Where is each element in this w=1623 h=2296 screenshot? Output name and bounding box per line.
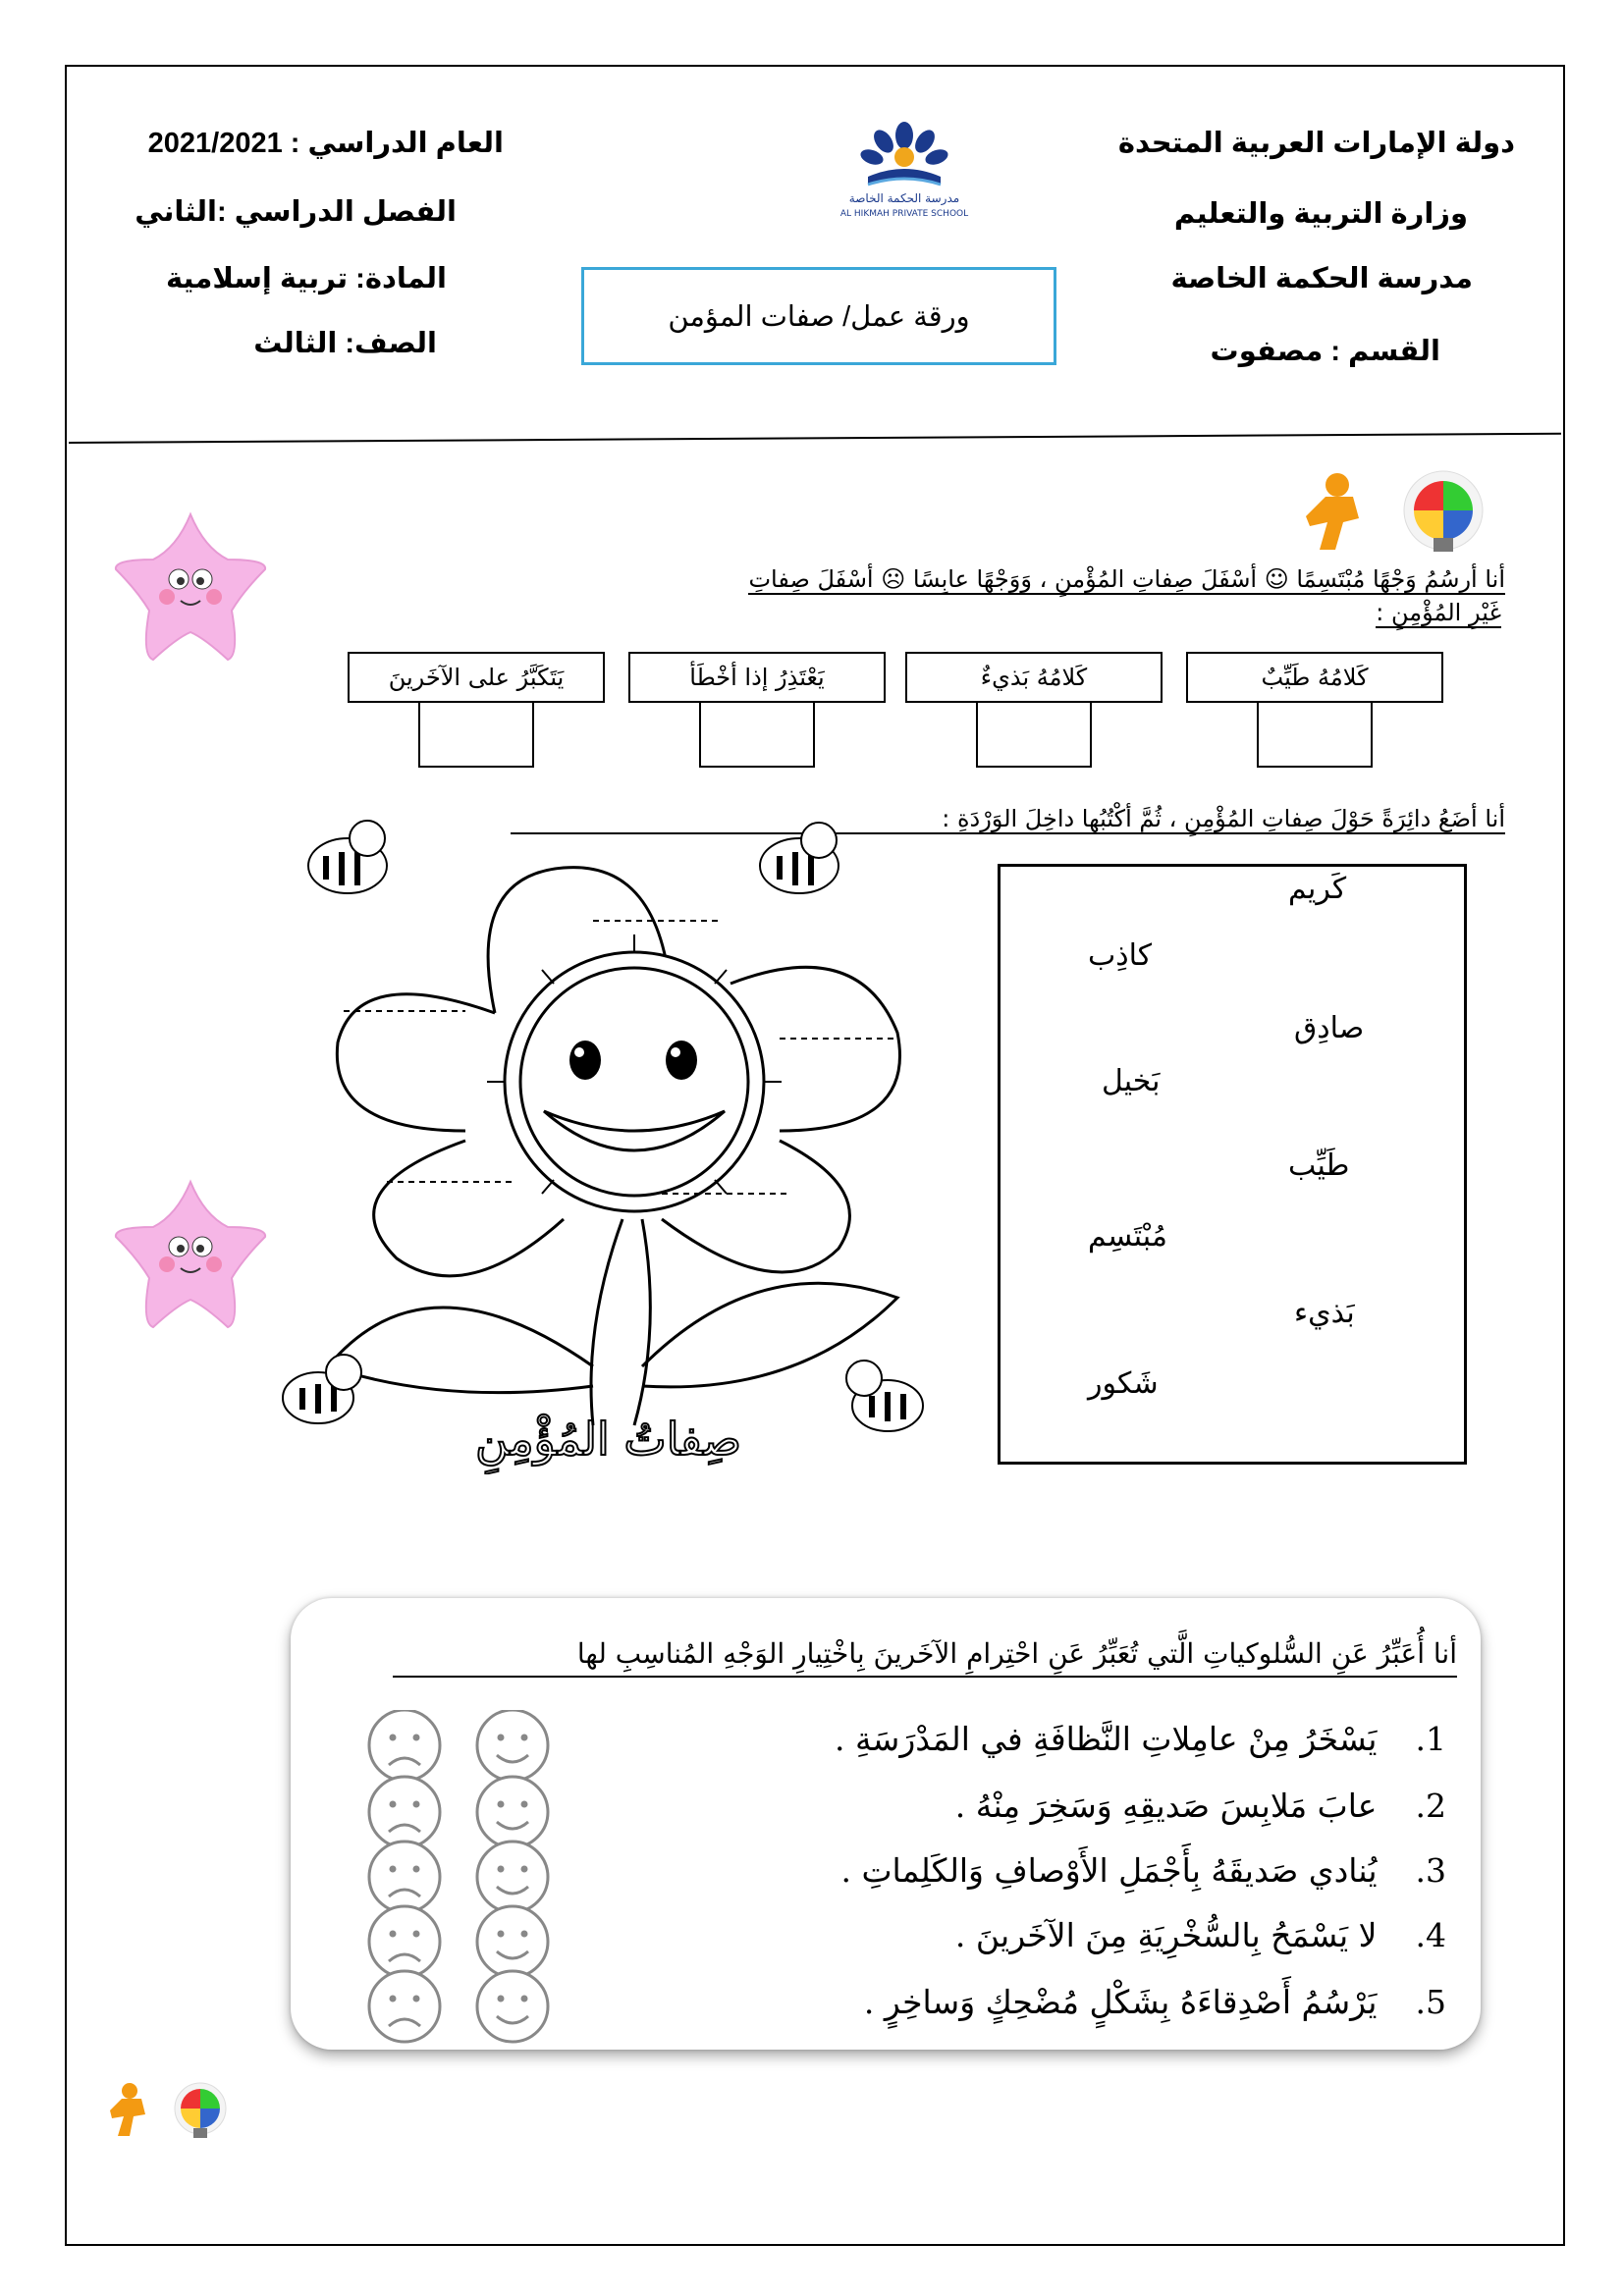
face-options bbox=[361, 1710, 558, 2044]
ministry-name: وزارة التربية والتعليم bbox=[1173, 198, 1468, 230]
item-number: 5. bbox=[1415, 1983, 1446, 2021]
item-number: 1. bbox=[1415, 1720, 1446, 1758]
word-1[interactable]: كَريم bbox=[1288, 872, 1347, 906]
school-name: مدرسة الحكمة الخاصة bbox=[1170, 263, 1473, 294]
word-6[interactable]: مُبْتَسِم bbox=[1088, 1219, 1167, 1254]
word-choice-box bbox=[998, 864, 1467, 1465]
item-number: 4. bbox=[1415, 1916, 1446, 1954]
section1-instruction: أنا أرسُمُ وَجْهًا مُبْتَسِمًا ☺ أسْفَلَ صِفاتِ المُؤْمنِ ، وَوَجْهًا عابِسًا ☹ أسْفَلَ صِفاتِ bbox=[748, 565, 1505, 593]
answer-box-1[interactable] bbox=[1257, 703, 1373, 768]
word-8[interactable]: شَكور bbox=[1088, 1366, 1159, 1401]
puzzle-figure-icon bbox=[1296, 467, 1504, 554]
school-logo bbox=[811, 114, 998, 222]
behaviour-item-5 bbox=[864, 1983, 1446, 2021]
item-text: لا يَسْمَحُ بِالسُّخْرِيَةِ مِنَ الآخَرينَ . bbox=[954, 1916, 1378, 1954]
sad-face-icon-2 bbox=[369, 1777, 440, 1847]
behaviour-item-3 bbox=[841, 1851, 1447, 1890]
sad-face-icon-4 bbox=[369, 1906, 440, 1977]
grade-label: الصف: الثالث bbox=[253, 328, 437, 359]
trait-box-3: يَعْتَذِرُ إذا أخْطَأ bbox=[628, 652, 886, 703]
section1-instruction-cont: غَيْرِ المُؤْمِنِ : bbox=[1376, 599, 1501, 626]
word-2[interactable]: كاذِب bbox=[1088, 938, 1153, 973]
item-number: 3. bbox=[1415, 1851, 1446, 1890]
happy-face-icon-1 bbox=[477, 1710, 548, 1781]
pink-star-middle bbox=[106, 1176, 275, 1335]
subject-label: المادة: تربية إسلامية bbox=[165, 263, 447, 294]
word-7[interactable]: بَذيء bbox=[1294, 1296, 1355, 1330]
term-label: الفصل الدراسي :الثاني bbox=[135, 196, 457, 228]
section3-instruction: أنا أُعَبِّرُ عَنِ السُّلوكياتِ الَّتي تُعَبِّرُ عَنِ احْتِرامِ الآخَرينَ بِاخْتِيارِ الوَجْهِ المُناسِبِ لها bbox=[393, 1637, 1457, 1678]
word-5[interactable]: طَيِّب bbox=[1288, 1148, 1350, 1183]
country-name: دولة الإمارات العربية المتحدة bbox=[1117, 128, 1515, 159]
sad-face-icon-1 bbox=[369, 1710, 440, 1781]
answer-box-4[interactable] bbox=[418, 703, 534, 768]
item-text: يَسْخَرُ مِنْ عامِلاتِ النَّظافَةِ في المَدْرَسَةِ . bbox=[835, 1720, 1378, 1758]
section-label: القسم : مصفوت bbox=[1210, 336, 1440, 367]
behaviour-item-2 bbox=[955, 1787, 1446, 1825]
happy-face-icon-4 bbox=[477, 1906, 548, 1977]
behaviour-item-1 bbox=[835, 1720, 1446, 1758]
answer-box-3[interactable] bbox=[699, 703, 815, 768]
trait-box-2: كَلامُهُ بَذيءٌ bbox=[905, 652, 1163, 703]
answer-box-2[interactable] bbox=[976, 703, 1092, 768]
happy-face-icon-5 bbox=[477, 1971, 548, 2042]
flower-illustration bbox=[269, 817, 966, 1474]
sad-face-icon-3 bbox=[369, 1842, 440, 1912]
trait-box-4: يَتَكَبَّرُ على الآخَرينَ bbox=[348, 652, 605, 703]
sad-face-icon-5 bbox=[369, 1971, 440, 2042]
word-3[interactable]: صادِق bbox=[1294, 1011, 1365, 1045]
item-text: عابَ مَلابِسَ صَديقِهِ وَسَخِرَ مِنْهُ . bbox=[954, 1787, 1378, 1825]
item-number: 2. bbox=[1415, 1787, 1446, 1825]
pink-star-top bbox=[106, 508, 275, 667]
section2-instruction: أنا أضَعُ دائِرَةً حَوْلَ صِفاتِ المُؤْمِنِ ، ثُمَّ أكْتُبُها داخِلَ الوَرْدَةِ : bbox=[511, 805, 1505, 834]
item-text: يُنادي صَديقَهُ بِأَجْمَلِ الأَوْصافِ وَالكَلِماتِ . bbox=[840, 1851, 1378, 1890]
logo-arabic-text: مدرسة الحكمة الخاصة bbox=[848, 191, 960, 205]
trait-box-1: كَلامُهُ طَيِّبٌ bbox=[1186, 652, 1443, 703]
happy-face-icon-3 bbox=[477, 1842, 548, 1912]
logo-english-text: AL HIKMAH PRIVATE SCHOOL bbox=[839, 209, 969, 219]
flower-caption: صِفاتُ المُؤْمِنِ bbox=[475, 1413, 742, 1466]
behaviour-item-4 bbox=[955, 1916, 1446, 1954]
worksheet-title: ورقة عمل/ صفات المؤمن bbox=[581, 267, 1056, 365]
puzzle-figure-icon-bottom bbox=[104, 2079, 238, 2140]
item-text: يَرْسُمُ أَصْدِقاءَهُ بِشَكْلٍ مُضْحِكٍ وَساخِرٍ . bbox=[863, 1983, 1378, 2021]
word-4[interactable]: بَخيل bbox=[1102, 1064, 1161, 1098]
academic-year: العام الدراسي : 2021/2021 bbox=[147, 128, 504, 159]
happy-face-icon-2 bbox=[477, 1777, 548, 1847]
